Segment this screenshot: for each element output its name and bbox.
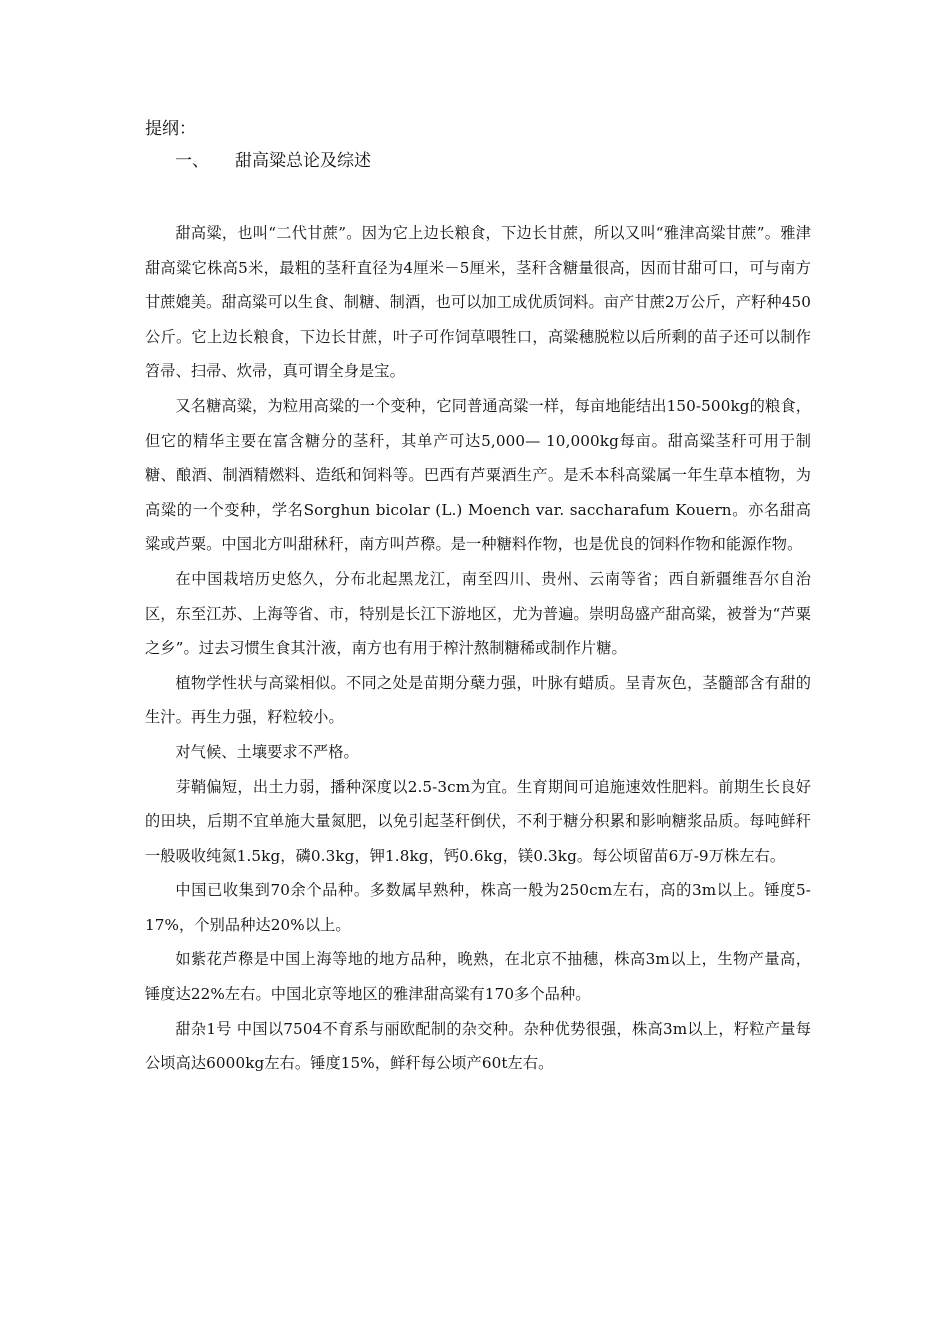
document-body	[145, 216, 811, 1081]
section-heading	[175, 148, 811, 174]
paragraph-botany: 植物学性状与高粱相似。不同之处是苗期分蘖力强，叶脉有蜡质。呈青灰色，茎髓部含有甜的生汁。再生力强，籽粒较小。	[145, 673, 811, 727]
outline-label: 提纲：	[145, 119, 196, 139]
paragraph-varieties: 中国已收集到70余个品种。多数属早熟种，株高一般为250cm左右，高的3m以上。锤度5-17%，个别品种达20%以上。	[145, 881, 811, 934]
paragraph-climate: 对气候、土壤要求不严格。	[175, 742, 359, 761]
document-page	[145, 116, 811, 1081]
paragraph-alias: 又名糖高粱，为粒用高粱的一个变种，它同普通高粱一样，每亩地能结出150-500kg的粮食，但它的精华主要在富含糖分的茎秆，其单产可达5,000— 10,000kg每亩。甜高粱茎秆可用于制糖、酿酒、制酒精燃料、造纸和饲料等。巴西有芦粟酒生产。是禾本科高粱属一年生草本植物，为高粱的一个变种，学名Sorghun bicolar (L.) Moench var. saccharafum Kouern。亦名甜高粱或芦粟。中国北方叫甜秫秆，南方叫芦穄。是一种糖料作物，也是优良的饲料作物和能源作物。	[145, 396, 811, 554]
section-title: 甜高粱总论及综述	[235, 151, 371, 171]
paragraph-cultivation: 芽鞘偏短，出土力弱，播种深度以2.5-3cm为宜。生育期间可追施速效性肥料。前期生长良好的田块，后期不宜单施大量氮肥，以免引起茎秆倒伏，不利于糖分积累和影响糖浆品质。每吨鲜秆一般吸收纯氮1.5kg，磷0.3kg，钾1.8kg，钙0.6kg，镁0.3kg。每公顷留苗6万-9万株左右。	[145, 777, 811, 865]
paragraph-distribution: 在中国栽培历史悠久，分布北起黑龙江，南至四川、贵州、云南等省；西自新疆维吾尔自治区，东至江苏、上海等省、市，特别是长江下游地区，尤为普遍。崇明岛盛产甜高粱，被誉为“芦粟之乡”。过去习惯生食其汁液，南方也有用于榨汁熬制糖稀或制作片糖。	[145, 569, 811, 658]
paragraph-local-variety: 如紫花芦穄是中国上海等地的地方品种，晚熟，在北京不抽穗，株高3m以上，生物产量高，锤度达22%左右。中国北京等地区的雅津甜高粱有170多个品种。	[145, 950, 811, 1004]
paragraph-hybrid: 甜杂1号 中国以7504不育系与丽欧配制的杂交种。杂种优势很强，株高3m以上，籽粒产量每公顷高达6000kg左右。锤度15%，鲜秆每公顷产60t左右。	[145, 1019, 811, 1073]
paragraph-intro: 甜高粱，也叫“二代甘蔗”。因为它上边长粮食，下边长甘蔗，所以又叫“雅津高粱甘蔗”。雅津甜高粱它株高5米，最粗的茎秆直径为4厘米－5厘米，茎秆含糖量很高，因而甘甜可口，可与南方甘蔗媲美。甜高粱可以生食、制糖、制酒，也可以加工成优质饲料。亩产甘蔗2万公斤，产籽种450公斤。它上边长粮食，下边长甘蔗，叶子可作饲草喂牲口，高粱穗脱粒以后所剩的苗子还可以制作笤帚、扫帚、炊帚，真可谓全身是宝。	[145, 224, 811, 381]
section-number: 一、	[175, 151, 209, 171]
